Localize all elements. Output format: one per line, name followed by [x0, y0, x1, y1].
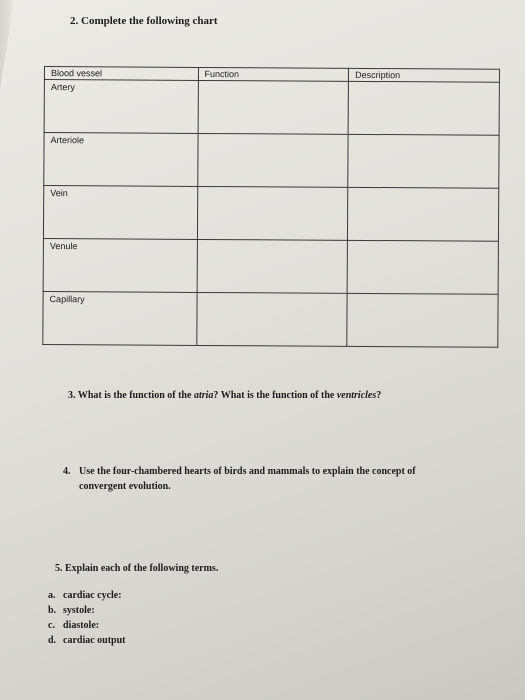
cell-vessel-artery: Artery — [44, 80, 198, 134]
header-blood-vessel: Blood vessel — [44, 67, 198, 81]
term-letter: c. — [48, 620, 55, 631]
term-label: systole: — [63, 605, 95, 616]
cell-function-venule[interactable] — [197, 239, 348, 293]
cell-vessel-vein: Vein — [43, 186, 197, 240]
table-row — [44, 80, 499, 136]
list-item — [48, 588, 126, 603]
q3-atria: atria — [193, 390, 214, 401]
question-4 — [63, 464, 483, 494]
q3-text-end: ? — [376, 390, 382, 401]
question-3 — [68, 388, 381, 403]
cell-function-arteriole[interactable] — [197, 133, 348, 187]
list-item — [48, 633, 126, 648]
cell-description-arteriole[interactable] — [348, 134, 499, 188]
table-row — [43, 291, 498, 347]
cell-description-capillary[interactable] — [347, 293, 498, 347]
cell-vessel-capillary: Capillary — [43, 291, 197, 345]
header-function: Function — [198, 67, 349, 81]
question-2-heading: 2. Complete the following chart — [70, 15, 218, 27]
terms-list — [48, 588, 126, 648]
cell-function-artery[interactable] — [198, 80, 349, 134]
table-row — [43, 186, 498, 242]
term-label: cardiac cycle: — [63, 590, 122, 601]
cell-function-vein[interactable] — [197, 186, 348, 240]
term-letter: a. — [48, 590, 56, 601]
table-row — [44, 133, 499, 189]
q3-text-start: 3. What is the function of the — [68, 390, 194, 401]
cell-description-artery[interactable] — [348, 81, 499, 135]
page-fold-shadow — [0, 0, 14, 90]
q3-ventricles: ventricles — [336, 390, 377, 401]
q4-line-2: convergent evolution. — [79, 481, 171, 492]
blood-vessel-chart — [42, 66, 500, 348]
list-item — [48, 603, 126, 618]
list-item — [48, 618, 126, 633]
q4-line-1: Use the four-chambered hearts of birds and mammals to explain the concept of — [79, 466, 416, 477]
table-row — [43, 238, 498, 294]
term-letter: b. — [48, 605, 57, 616]
cell-vessel-venule: Venule — [43, 238, 197, 292]
cell-description-vein[interactable] — [348, 187, 499, 241]
term-letter: d. — [48, 635, 57, 646]
question-5: 5. Explain each of the following terms. — [55, 563, 219, 574]
cell-description-venule[interactable] — [347, 240, 498, 294]
header-description: Description — [349, 68, 500, 82]
term-label: diastole: — [63, 620, 100, 631]
term-label: cardiac output — [63, 635, 126, 646]
cell-function-capillary[interactable] — [196, 292, 347, 346]
q3-text-mid: ? What is the function of the — [213, 390, 337, 401]
q4-number: 4. — [63, 466, 71, 477]
cell-vessel-arteriole: Arteriole — [44, 133, 198, 187]
